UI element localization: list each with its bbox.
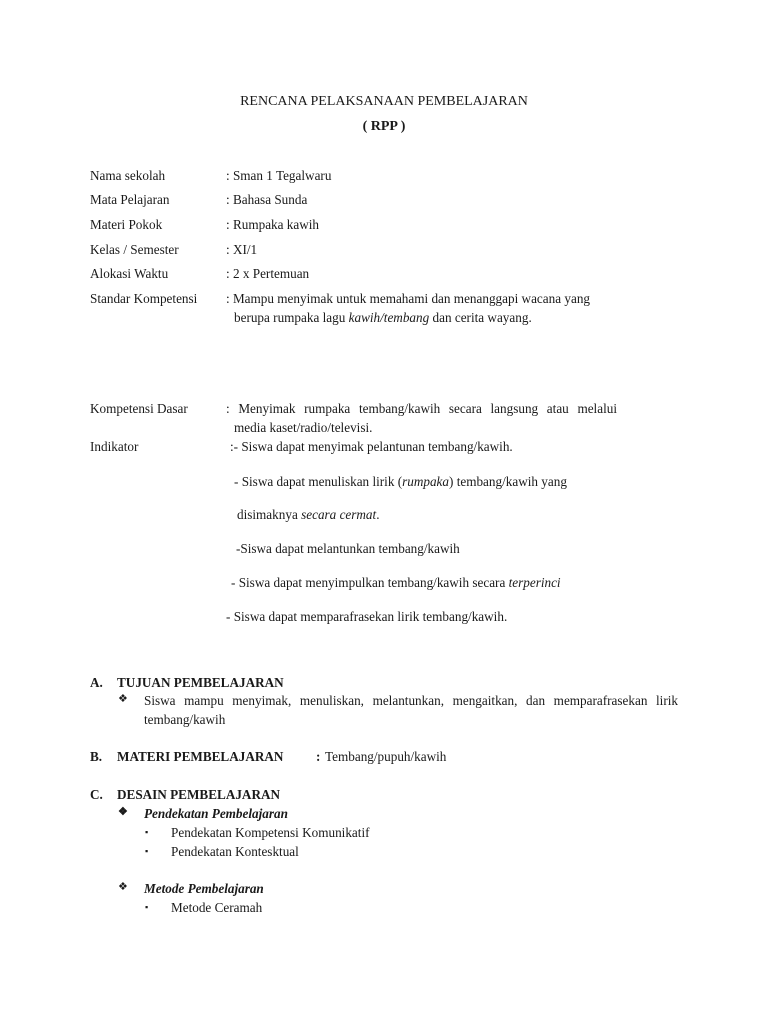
indikator-item-1: :- Siswa dapat menyimak pelantunan tembang/kawih. — [230, 439, 513, 454]
section-b-value: Tembang/pupuh/kawih — [325, 749, 447, 764]
value-standar-kompetensi-line2 — [234, 308, 532, 327]
square-bullet-icon: ▪ — [145, 846, 149, 856]
diamond-bullet-icon: ❖ — [118, 881, 128, 893]
section-c-subheading-pendekatan: Pendekatan Pembelajaran — [144, 806, 288, 821]
document-title: RENCANA PELAKSANAAN PEMBELAJARAN — [240, 94, 528, 109]
diamond-bullet-icon: ❖ — [118, 693, 128, 705]
value-standar-kompetensi-line1: : Mampu menyimak untuk memahami dan menanggapi wacana yang — [226, 291, 591, 306]
text-run: dan cerita wayang. — [429, 310, 532, 325]
indikator-item-4 — [231, 573, 561, 592]
text-run: ) tembang/kawih yang — [449, 474, 567, 489]
section-c-title: DESAIN PEMBELAJARAN — [117, 787, 281, 802]
value-nama-sekolah: : Sman 1 Tegalwaru — [226, 168, 332, 183]
value-alokasi-waktu: : 2 x Pertemuan — [226, 266, 310, 281]
value-materi-pokok: : Rumpaka kawih — [226, 217, 320, 232]
value-kelas-semester: : XI/1 — [226, 242, 258, 257]
label-kompetensi-dasar: Kompetensi Dasar — [90, 401, 188, 416]
text-run: - Siswa dapat menuliskan lirik ( — [234, 474, 403, 489]
section-c-letter: C. — [90, 787, 103, 802]
value-kompetensi-dasar-line1: : Menyimak rumpaka tembang/kawih secara langsung atau melalui — [226, 401, 617, 416]
value-mata-pelajaran: : Bahasa Sunda — [226, 192, 308, 207]
section-c-subheading-metode: Metode Pembelajaran — [144, 881, 264, 896]
section-a-letter: A. — [90, 675, 103, 690]
section-a-title: TUJUAN PEMBELAJARAN — [117, 675, 284, 690]
text-run: disimaknya — [237, 507, 302, 522]
indikator-item-2 — [234, 472, 596, 491]
list-item-metode-1: Metode Ceramah — [171, 900, 263, 915]
label-indikator: Indikator — [90, 439, 139, 454]
label-kelas-semester: Kelas / Semester — [90, 242, 179, 257]
text-run-italic: rumpaka — [402, 474, 449, 489]
text-run-italic: secara cermat — [301, 507, 377, 522]
section-b-title: MATERI PEMBELAJARAN — [117, 749, 284, 764]
list-item-pendekatan-2: Pendekatan Kontesktual — [171, 844, 299, 859]
square-bullet-icon: ▪ — [145, 902, 149, 912]
document-subtitle: ( RPP ) — [362, 119, 406, 134]
indikator-item-5: - Siswa dapat memparafrasekan lirik tembang/kawih. — [226, 609, 508, 624]
value-kompetensi-dasar-line2: media kaset/radio/televisi. — [234, 420, 373, 435]
label-alokasi-waktu: Alokasi Waktu — [90, 266, 169, 281]
text-run: . — [376, 507, 380, 522]
label-standar-kompetensi: Standar Kompetensi — [90, 291, 198, 306]
section-a-item-line2: tembang/kawih — [144, 712, 226, 727]
text-run-italic: kawih/tembang — [348, 310, 430, 325]
section-b-colon: : — [316, 749, 321, 764]
diamond-bullet-icon: ❖ — [118, 806, 128, 818]
indikator-item-2-continued — [237, 505, 379, 524]
section-b-letter: B. — [90, 749, 103, 764]
section-a-item-line1: Siswa mampu menyimak, menuliskan, melantunkan, mengaitkan, dan memparafrasekan lirik — [144, 693, 678, 708]
label-materi-pokok: Materi Pokok — [90, 217, 163, 232]
list-item-pendekatan-1: Pendekatan Kompetensi Komunikatif — [171, 825, 370, 840]
text-run: - Siswa dapat menyimpulkan tembang/kawih secara — [231, 575, 509, 590]
label-nama-sekolah: Nama sekolah — [90, 168, 166, 183]
text-run: berupa rumpaka lagu — [234, 310, 349, 325]
text-run-italic: terperinci — [508, 575, 561, 590]
label-mata-pelajaran: Mata Pelajaran — [90, 192, 170, 207]
text-run — [234, 472, 567, 491]
indikator-item-3: -Siswa dapat melantunkan tembang/kawih — [236, 541, 460, 556]
square-bullet-icon: ▪ — [145, 827, 149, 837]
